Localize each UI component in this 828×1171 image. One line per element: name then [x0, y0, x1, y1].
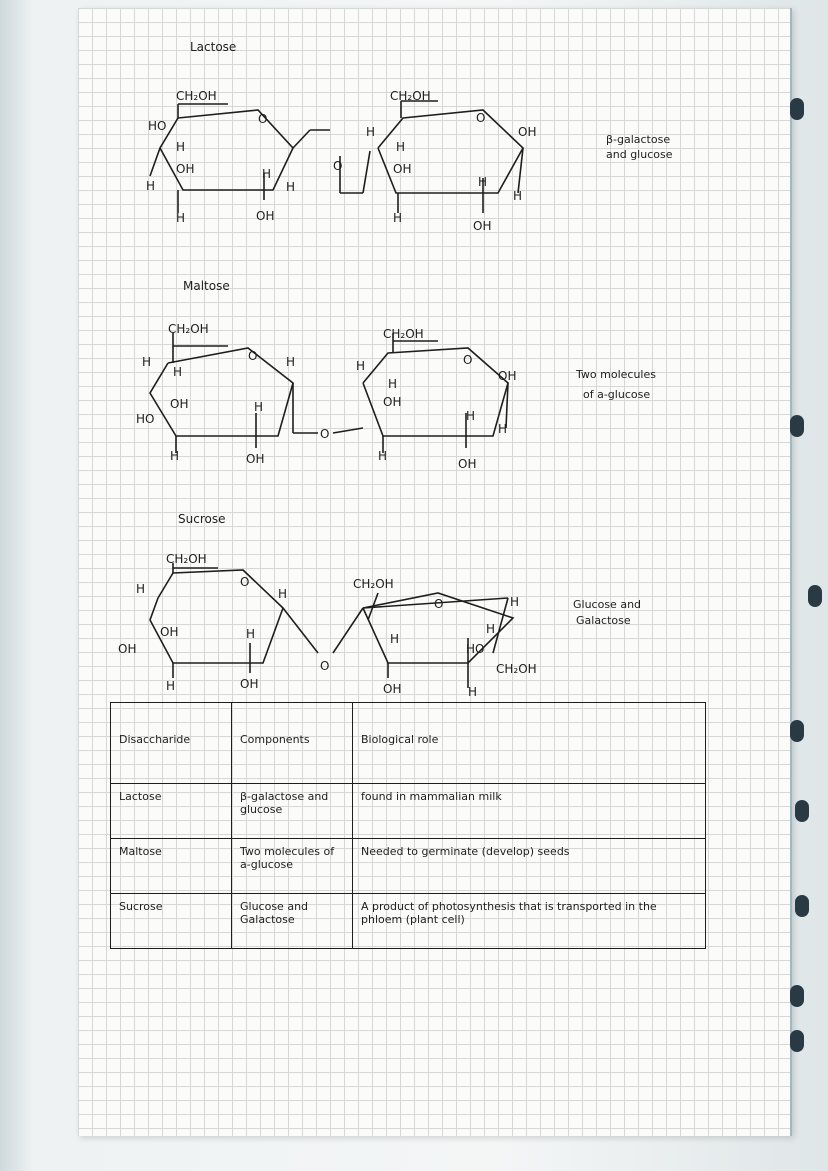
- lactose-r-h2: H: [396, 140, 406, 154]
- row-maltose-name: Maltose: [111, 839, 232, 894]
- binder-hole: [790, 415, 804, 437]
- lactose-title: Lactose: [190, 40, 237, 54]
- row-lactose-components: β-galactose and glucose: [232, 784, 353, 839]
- maltose-l-h4: H: [254, 400, 264, 414]
- maltose-r-h1: H: [356, 359, 366, 373]
- row-lactose-role: found in mammalian milk: [353, 784, 706, 839]
- binder-hole: [808, 585, 822, 607]
- maltose-l-h5: H: [286, 355, 296, 369]
- table-row: [111, 784, 706, 839]
- sucrose-l-h2: H: [166, 679, 176, 693]
- header-biological-role: Biological role: [353, 703, 706, 784]
- notebook-page: [78, 8, 792, 1136]
- sucrose-r-ho: HO: [466, 642, 485, 656]
- row-sucrose-name: Sucrose: [111, 894, 232, 949]
- sucrose-l-h1: H: [136, 582, 146, 596]
- maltose-r-h3: H: [378, 449, 388, 463]
- row-maltose-role: Needed to germinate (develop) seeds: [353, 839, 706, 894]
- sucrose-title: Sucrose: [178, 512, 226, 526]
- lactose-l-ho: HO: [148, 119, 167, 133]
- lactose-l-ch2oh: CH₂OH: [176, 89, 217, 103]
- maltose-l-h1: H: [142, 355, 152, 369]
- lactose-ring-oxygen-2: O: [476, 111, 486, 125]
- binder-hole: [790, 1030, 804, 1052]
- lactose-l-oh: OH: [176, 162, 195, 176]
- binder-hole: [790, 985, 804, 1007]
- row-sucrose-role: A product of photosynthesis that is transported in the phloem (plant cell): [353, 894, 706, 949]
- maltose-ring-oxygen-1: O: [248, 349, 258, 363]
- sucrose-r-h3: H: [468, 685, 478, 699]
- sucrose-r-oh: OH: [383, 682, 402, 696]
- sucrose-structure: [118, 512, 641, 699]
- table-row: [111, 839, 706, 894]
- sucrose-l-h4: H: [278, 587, 288, 601]
- structures-drawing: [78, 8, 790, 708]
- lactose-r-oh2: OH: [473, 219, 492, 233]
- maltose-l-h2: H: [173, 365, 183, 379]
- lactose-structure: [146, 40, 673, 233]
- binder-hole: [795, 895, 809, 917]
- sucrose-l-ch2oh: CH₂OH: [166, 552, 207, 566]
- maltose-l-oh: OH: [170, 397, 189, 411]
- maltose-note-2: of a-glucose: [583, 388, 651, 401]
- maltose-r-oh3: OH: [498, 369, 517, 383]
- maltose-note-1: Two molecules: [576, 368, 656, 381]
- maltose-title: Maltose: [183, 279, 230, 293]
- maltose-l-oh2: OH: [246, 452, 265, 466]
- lactose-l-oh2: OH: [256, 209, 275, 223]
- lactose-r-ch2oh: CH₂OH: [390, 89, 431, 103]
- lactose-l-h1: H: [176, 140, 186, 154]
- lactose-r-h3: H: [393, 211, 403, 225]
- maltose-structure: [136, 279, 656, 471]
- maltose-l-ch2oh: CH₂OH: [168, 322, 209, 336]
- maltose-l-h3: H: [170, 449, 180, 463]
- binder-hole: [790, 98, 804, 120]
- row-sucrose-components: Glucose and Galactose: [232, 894, 353, 949]
- maltose-ring-oxygen-2: O: [463, 353, 473, 367]
- row-lactose-name: Lactose: [111, 784, 232, 839]
- sucrose-note-2: Galactose: [576, 614, 631, 627]
- sucrose-ring-oxygen-1: O: [240, 575, 250, 589]
- sucrose-r-h4: H: [486, 622, 496, 636]
- disaccharide-table: [110, 702, 706, 949]
- maltose-r-h2: H: [388, 377, 398, 391]
- lactose-r-h4: H: [478, 175, 488, 189]
- binder-hole: [790, 720, 804, 742]
- lactose-l-h3: H: [262, 167, 272, 181]
- lactose-r-h5: H: [513, 189, 523, 203]
- lactose-note-1: β-galactose: [606, 133, 671, 146]
- maltose-l-ho: HO: [136, 412, 155, 426]
- maltose-r-oh: OH: [383, 395, 402, 409]
- sucrose-r-h1: H: [390, 632, 400, 646]
- sucrose-l-oh: OH: [160, 625, 179, 639]
- maltose-r-oh2: OH: [458, 457, 477, 471]
- table-header-row: [111, 703, 706, 784]
- row-maltose-components: Two molecules of a-glucose: [232, 839, 353, 894]
- maltose-r-h4: H: [466, 409, 476, 423]
- sucrose-note-1: Glucose and: [573, 598, 642, 611]
- lactose-ring-oxygen-1: O: [258, 112, 268, 126]
- maltose-r-ch2oh: CH₂OH: [383, 327, 424, 341]
- sucrose-r-ch2oh: CH₂OH: [353, 577, 394, 591]
- lactose-r-h1: H: [366, 125, 376, 139]
- sucrose-r-h2: H: [510, 595, 520, 609]
- table-row: [111, 894, 706, 949]
- sucrose-bridge-o: O: [320, 659, 330, 673]
- lactose-r-oh: OH: [393, 162, 412, 176]
- lactose-bridge-o: O: [333, 159, 343, 173]
- header-components: Components: [232, 703, 353, 784]
- lactose-l-h2: H: [146, 179, 156, 193]
- lactose-note-2: and glucose: [606, 148, 673, 161]
- sucrose-ring-oxygen-2: O: [434, 597, 444, 611]
- sucrose-r-ch2oh-2: CH₂OH: [496, 662, 537, 676]
- sucrose-l-h3: H: [246, 627, 256, 641]
- lactose-r-oh3: OH: [518, 125, 537, 139]
- sucrose-l-oh2: OH: [118, 642, 137, 656]
- header-disaccharide: Disaccharide: [111, 703, 232, 784]
- binder-hole: [795, 800, 809, 822]
- lactose-l-h5: H: [176, 211, 186, 225]
- sucrose-l-oh3: OH: [240, 677, 259, 691]
- maltose-bridge-o: O: [320, 427, 330, 441]
- lactose-l-h4: H: [286, 180, 296, 194]
- maltose-r-h5: H: [498, 422, 508, 436]
